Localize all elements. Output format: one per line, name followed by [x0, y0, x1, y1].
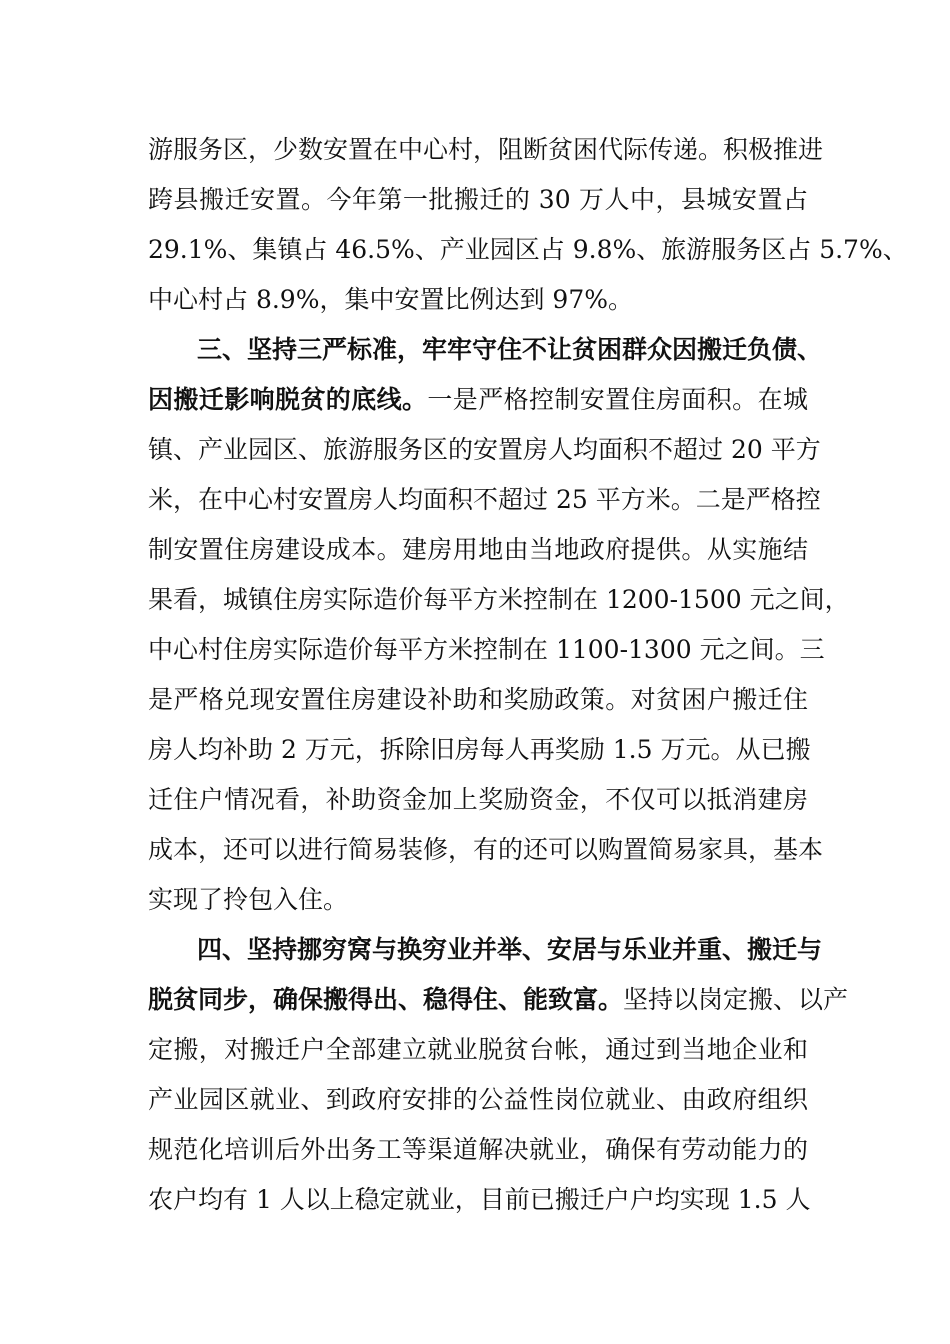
text-line: 29.1%、集镇占 46.5%、产业园区占 9.8%、旅游服务区占 5.7%、 — [148, 235, 908, 264]
text-line — [148, 980, 849, 1020]
text-line: 果看，城镇住房实际造价每平方米控制在 1200-1500 元之间， — [148, 585, 850, 614]
text-line: 规范化培训后外出务工等渠道解决就业，确保有劳动能力的 — [148, 1135, 808, 1164]
text-line: 跨县搬迁安置。今年第一批搬迁的 30 万人中，县城安置占 — [148, 185, 808, 214]
text-line: 中心村占 8.9%，集中安置比例达到 97%。 — [148, 285, 633, 314]
text-line: 定搬，对搬迁户全部建立就业脱贫台帐，通过到当地企业和 — [148, 1035, 808, 1064]
text-line: 米，在中心村安置房人均面积不超过 25 平方米。二是严格控 — [148, 485, 821, 514]
text-line: 迁住户情况看，补助资金加上奖励资金，不仅可以抵消建房 — [148, 785, 808, 814]
text-line: 中心村住房实际造价每平方米控制在 1100-1300 元之间。三 — [148, 635, 825, 664]
text-line: 产业园区就业、到政府安排的公益性岗位就业、由政府组织 — [148, 1085, 808, 1114]
text-line: 实现了拎包入住。 — [148, 885, 349, 914]
section-heading-3: 三、坚持三严标准，牢牢守住不让贫困群众因搬迁负债、 — [197, 335, 823, 364]
section-heading-4-end: 脱贫同步，确保搬得出、稳得住、能致富。 — [148, 985, 624, 1014]
text-line-rest: 坚持以岗定搬、以产 — [623, 985, 849, 1014]
text-line: 成本，还可以进行简易装修，有的还可以购置简易家具，基本 — [148, 835, 824, 864]
text-line: 制安置住房建设成本。建房用地由当地政府提供。从实施结 — [148, 535, 808, 564]
section-heading-4: 四、坚持挪穷窝与换穷业并举、安居与乐业并重、搬迁与 — [197, 935, 823, 964]
text-line-rest: 一是严格控制安置住房面积。在城 — [427, 385, 808, 414]
text-line: 房人均补助 2 万元，拆除旧房每人再奖励 1.5 万元。从已搬 — [148, 735, 811, 764]
text-line — [148, 380, 808, 420]
text-line: 农户均有 1 人以上稳定就业，目前已搬迁户户均实现 1.5 人 — [148, 1185, 811, 1214]
text-line: 游服务区，少数安置在中心村，阻断贫困代际传递。积极推进 — [148, 135, 824, 164]
text-line: 是严格兑现安置住房建设补助和奖励政策。对贫困户搬迁住 — [148, 685, 808, 714]
section-heading-3-end: 因搬迁影响脱贫的底线。 — [148, 385, 428, 414]
text-line: 镇、产业园区、旅游服务区的安置房人均面积不超过 20 平方 — [148, 435, 821, 464]
